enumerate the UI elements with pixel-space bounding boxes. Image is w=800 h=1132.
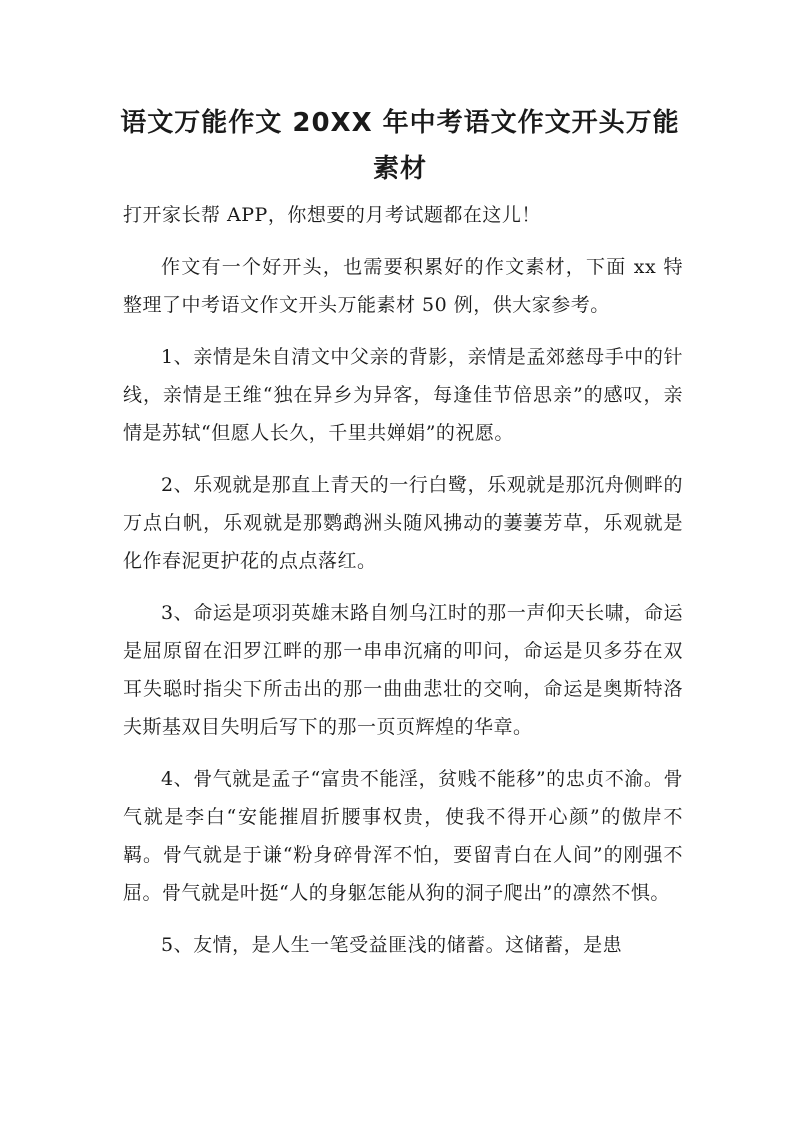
- item-paragraph-2: 2、乐观就是那直上青天的一行白鹭，乐观就是那沉舟侧畔的万点白帆，乐观就是那鹦鹉洲头随风拂动的萋萋芳草，乐观就是化作春泥更护花的点点落红。: [123, 474, 683, 572]
- document-title: 语文万能作文 20XX 年中考语文作文开头万能素材: [120, 108, 680, 184]
- intro-paragraph: 打开家长帮 APP，你想要的月考试题都在这儿！: [123, 204, 541, 226]
- item-paragraph-3: 3、命运是项羽英雄末路自刎乌江时的那一声仰天长啸，命运是屈原留在汨罗江畔的那一串串沉痛的叩问，命运是贝多芬在双耳失聪时指尖下所击出的那一曲曲悲壮的交响，命运是奥斯特洛夫斯基双目失明后写下的那一页页辉煌的华章。: [123, 602, 683, 738]
- item-paragraph-1: 1、亲情是朱自清文中父亲的背影，亲情是孟郊慈母手中的针线，亲情是王维“独在异乡为异客，每逢佳节倍思亲”的感叹，亲情是苏轼“但愿人长久，千里共婵娟”的祝愿。: [123, 346, 683, 444]
- lead-paragraph: 作文有一个好开头，也需要积累好的作文素材，下面 xx 特整理了中考语文作文开头万能素材 50 例，供大家参考。: [123, 256, 683, 316]
- item-paragraph-4: 4、骨气就是孟子“富贵不能淫，贫贱不能移”的忠贞不渝。骨气就是李白“安能摧眉折腰事权贵，使我不得开心颜”的傲岸不羁。骨气就是于谦“粉身碎骨浑不怕，要留青白在人间”的刚强不屈。骨气就是叶挺“人的身躯怎能从狗的洞子爬出”的凛然不惧。: [123, 768, 683, 904]
- item-paragraph-5: 5、友情，是人生一笔受益匪浅的储蓄。这储蓄，是患: [161, 934, 623, 956]
- document-body: [123, 196, 683, 978]
